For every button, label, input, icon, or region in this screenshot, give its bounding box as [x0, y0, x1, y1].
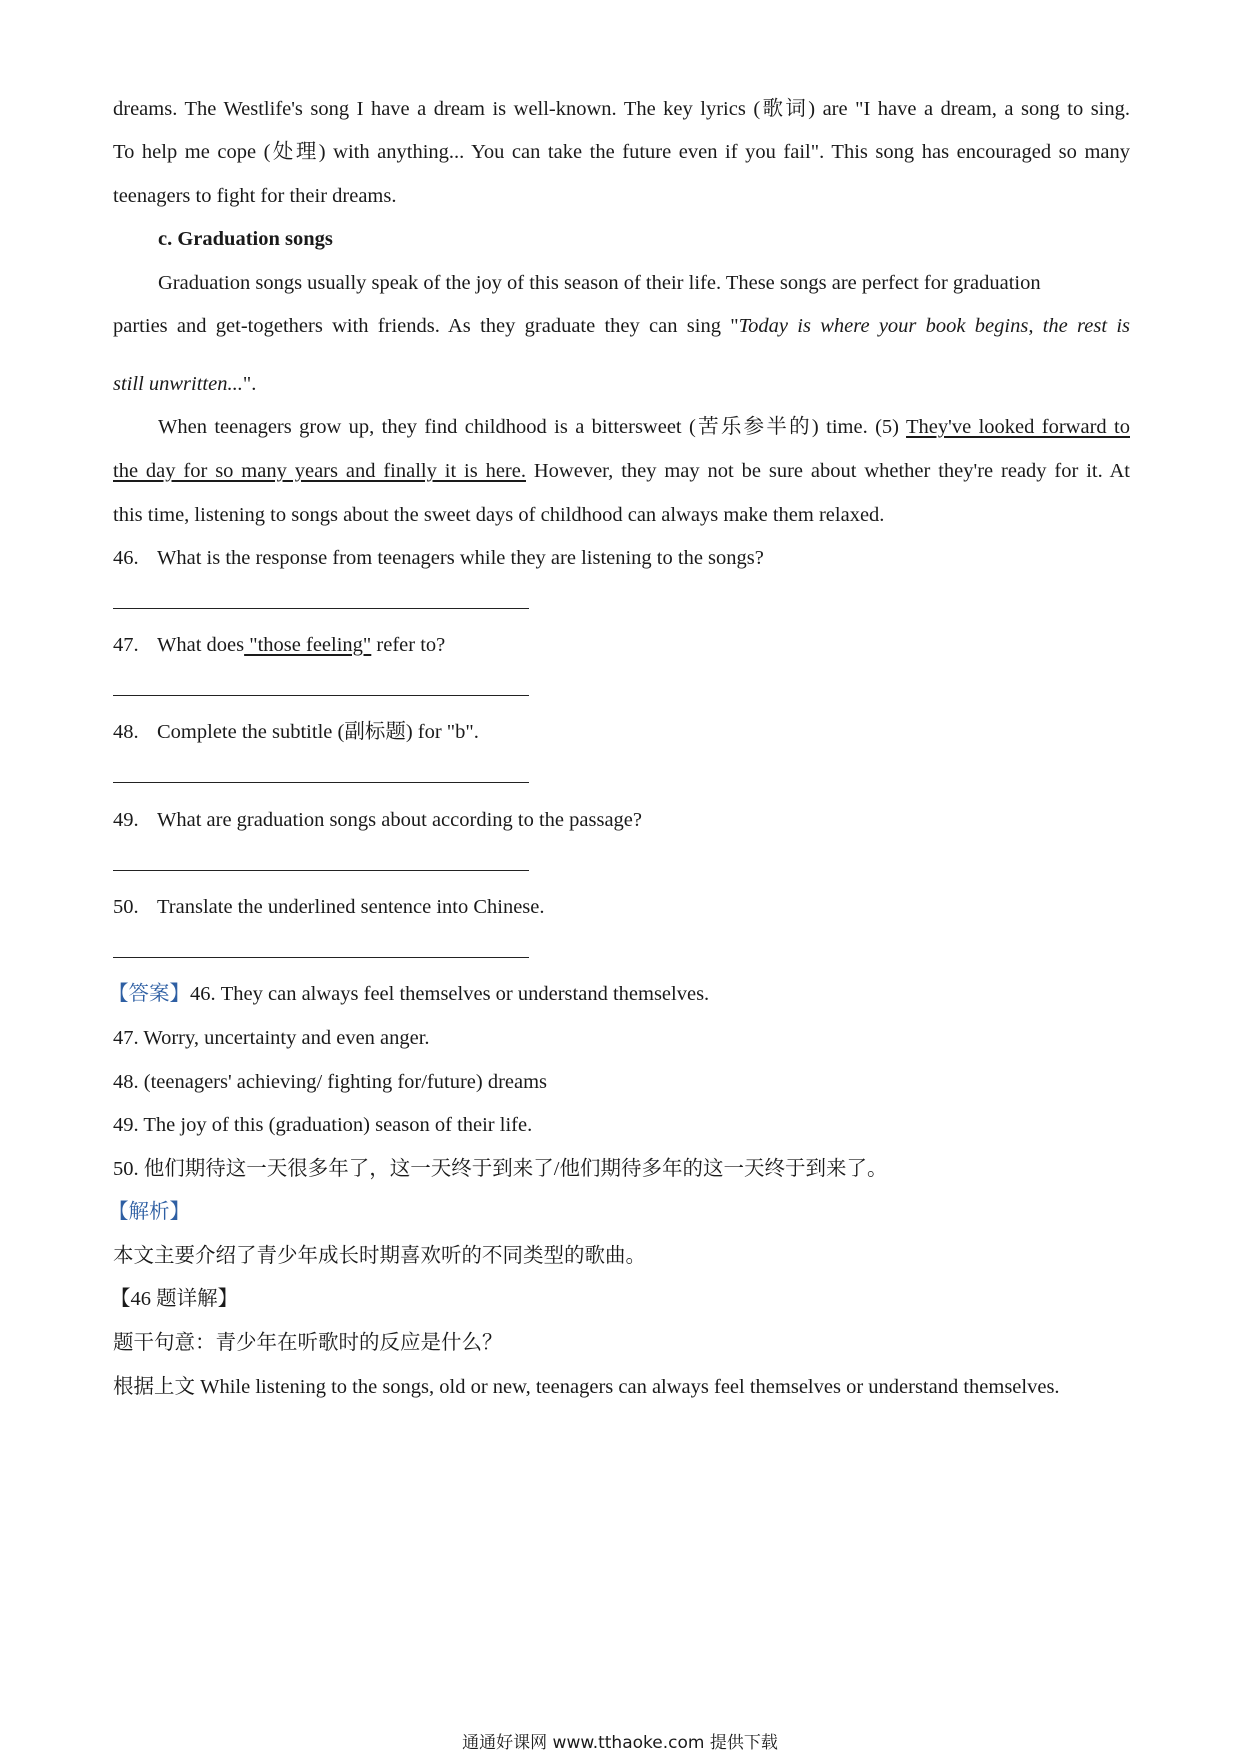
question-text: Translate the underlined sentence into Chinese. [157, 896, 545, 918]
underlined-sentence: They've looked forward to [906, 416, 1130, 438]
question-text: Complete the subtitle (副标题) for "b". [157, 721, 479, 743]
passage-text: parties and get-togethers with friends. As they graduate they can sing " [113, 315, 739, 337]
answer-49: 49. The joy of this (graduation) season of their life. [113, 1114, 533, 1136]
answer-blank[interactable] [113, 957, 529, 958]
answer-48: 48. (teenagers' achieving/ fighting for/future) dreams [113, 1071, 548, 1093]
question-50 [113, 897, 1130, 918]
answer-label: 【答案】 [108, 983, 190, 1005]
lyrics-italic: still unwritten... [113, 373, 243, 395]
analysis-label: 【解析】 [108, 1201, 190, 1223]
section-heading: c. Graduation songs [158, 228, 333, 250]
question-text: What is the response from teenagers while they are listening to the songs? [157, 547, 764, 569]
lyrics-italic: Today is where your book begins, the rest is [738, 315, 1130, 337]
passage-line: teenagers to fight for their dreams. [113, 185, 397, 207]
answer-blank[interactable] [113, 782, 529, 783]
passage-line: To help me cope (处理) with anything... You can take the future even if you fail". This song has encouraged so many [113, 141, 1130, 163]
passage-text: When teenagers grow up, they find childhood is a bittersweet (苦乐参半的) time. (5) [158, 416, 907, 438]
analysis-basis: 根据上文 While listening to the songs, old or new, teenagers can always feel themselves or understand themselves. [113, 1376, 1060, 1398]
footer-source: 通通好课网 www.tthaoke.com 提供下载 [462, 1733, 778, 1753]
answer-blank[interactable] [113, 695, 529, 696]
passage-line [113, 316, 1130, 337]
question-number: 49. [113, 809, 139, 831]
analysis-summary: 本文主要介绍了青少年成长时期喜欢听的不同类型的歌曲。 [113, 1245, 646, 1267]
passage-line: dreams. The Westlife's song I have a dream is well-known. The key lyrics (歌词) are "I have a dream, a song to sing. [113, 98, 1130, 120]
answer-46 [108, 984, 1130, 1005]
question-text: What are graduation songs about according to the passage? [157, 809, 642, 831]
passage-line: Graduation songs usually speak of the joy of this season of their life. These songs are perfect for graduation [158, 272, 1041, 294]
question-46 [113, 548, 1130, 569]
question-number: 50. [113, 896, 139, 918]
answer-blank[interactable] [113, 608, 529, 609]
question-underlined: "those feeling" [244, 634, 372, 656]
question-stem: 题干句意：青少年在听歌时的反应是什么？ [113, 1332, 503, 1354]
question-number: 48. [113, 721, 139, 743]
question-49 [113, 810, 1130, 831]
answer-text: 46. They can always feel themselves or understand themselves. [190, 983, 710, 1005]
answer-50: 50. 他们期待这一天很多年了，这一天终于到来了/他们期待多年的这一天终于到来了。 [113, 1158, 888, 1180]
question-47 [113, 635, 1130, 656]
underlined-sentence: the day for so many years and finally it is here. [113, 460, 526, 482]
question-text: refer to? [371, 634, 446, 656]
passage-text: However, they may not be sure about whether they're ready for it. At [525, 460, 1130, 482]
passage-line: this time, listening to songs about the sweet days of childhood can always make them relaxed. [113, 504, 885, 526]
answer-blank[interactable] [113, 870, 529, 871]
question-48 [113, 722, 1130, 743]
passage-line [113, 461, 1130, 482]
passage-line [158, 417, 1130, 438]
passage-line [113, 374, 1130, 395]
passage-text: ". [242, 373, 257, 395]
detail-label: 【46 题详解】 [110, 1288, 239, 1310]
question-number: 46. [113, 547, 139, 569]
question-text: What does [157, 634, 245, 656]
question-number: 47. [113, 634, 139, 656]
answer-47: 47. Worry, uncertainty and even anger. [113, 1027, 430, 1049]
